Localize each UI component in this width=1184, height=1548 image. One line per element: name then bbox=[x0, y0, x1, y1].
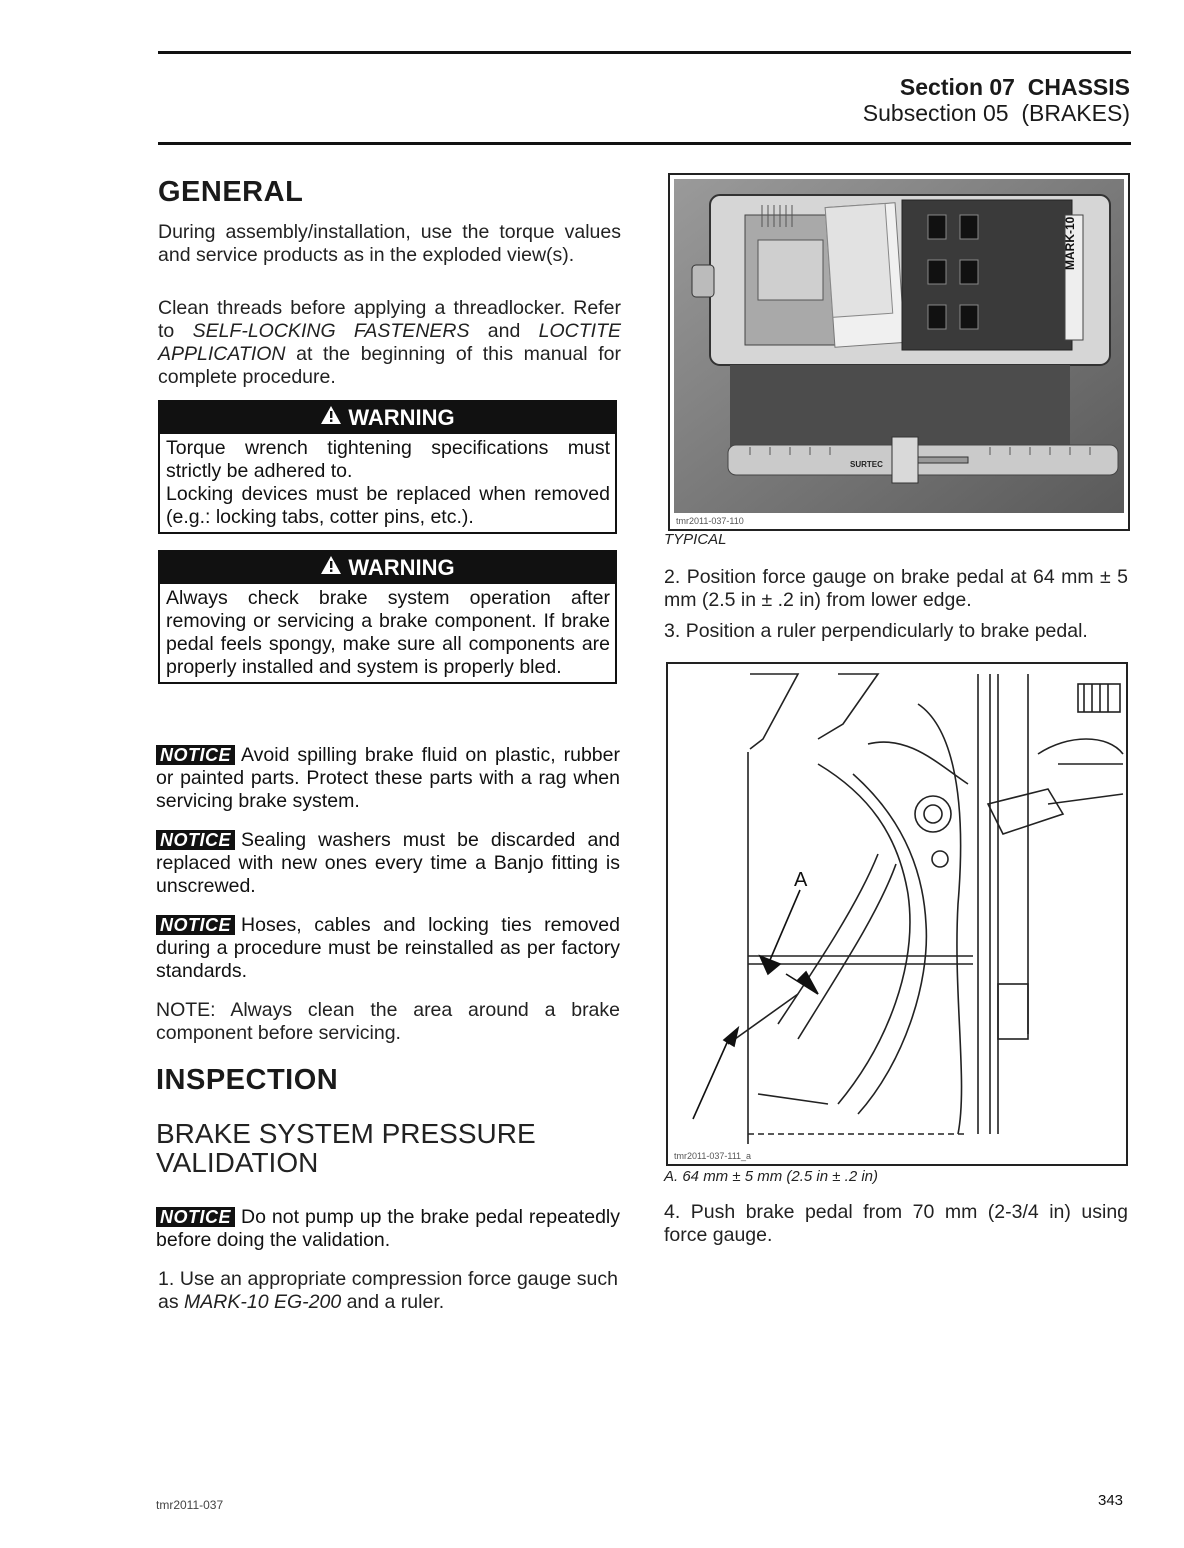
warning-box-brake-operation bbox=[158, 550, 617, 684]
notice-tag: NOTICE bbox=[156, 745, 235, 765]
subsection-heading: Subsection 05 (BRAKES) bbox=[862, 100, 1130, 126]
figure-reference: tmr2011-037-111_a bbox=[674, 1151, 752, 1161]
figure-force-gauge-photo bbox=[668, 173, 1130, 531]
warning-text-2: Locking devices must be replaced when removed (e.g.: locking tabs, cotter pins, etc.). bbox=[166, 483, 610, 528]
figure-reference: tmr2011-037-110 bbox=[676, 516, 744, 526]
notice-tag: NOTICE bbox=[156, 1207, 235, 1227]
header-top-rule bbox=[158, 51, 1131, 54]
notice-tag: NOTICE bbox=[156, 830, 235, 850]
step-3: 3. Position a ruler perpendicularly to brake pedal. bbox=[664, 620, 1088, 642]
step-2: 2. Position force gauge on brake pedal at 64 mm ± 5 mm (2.5 in ± .2 in) from lower edge. bbox=[664, 566, 1128, 611]
page-number: 343 bbox=[1098, 1492, 1124, 1509]
general-paragraph-1: During assembly/installation, use the torque values and service products as in the exploded view(s). bbox=[158, 221, 621, 266]
force-gauge-photo-illustration bbox=[670, 175, 1128, 529]
notice-tag: NOTICE bbox=[156, 915, 235, 935]
general-heading: GENERAL bbox=[158, 176, 304, 208]
figure1-caption: TYPICAL bbox=[664, 531, 727, 548]
inspection-heading: INSPECTION bbox=[156, 1064, 339, 1096]
notice-brake-fluid: NOTICE Avoid spilling brake fluid on plastic, rubber or painted parts. Protect these parts with a rag when servicing brake system. bbox=[156, 744, 620, 812]
figure2-legend: A. 64 mm ± 5 mm (2.5 in ± .2 in) bbox=[664, 1168, 879, 1185]
footer-document-code: tmr2011-037 bbox=[156, 1498, 224, 1512]
warning-header: WARNING bbox=[160, 552, 615, 584]
warning-header: WARNING bbox=[160, 402, 615, 434]
figure-brake-pedal-drawing bbox=[666, 662, 1128, 1166]
notice-sealing-washers: NOTICE Sealing washers must be discarded and replaced with new ones every time a Banjo fitting is unscrewed. bbox=[156, 829, 620, 897]
step-4: 4. Push brake pedal from 70 mm (2-3/4 in) using force gauge. bbox=[664, 1201, 1129, 1246]
ruler-brand-label: SURTEC bbox=[850, 460, 883, 469]
header-bottom-rule bbox=[158, 142, 1131, 145]
warning-text: Always check brake system operation after removing or servicing a brake component. If brake pedal feels spongy, make sure all components are properly installed and system is properly bled. bbox=[166, 587, 610, 678]
brake-pedal-line-drawing bbox=[668, 664, 1126, 1164]
note-paragraph: NOTE: Always clean the area around a brake component before servicing. bbox=[156, 999, 620, 1044]
step-1: 1. Use an appropriate compression force gauge such as MARK-10 EG-200 and a ruler. bbox=[158, 1268, 619, 1313]
notice-pump-pedal: NOTICE Do not pump up the brake pedal repeatedly before doing the validation. bbox=[156, 1206, 620, 1251]
warning-triangle-icon bbox=[320, 552, 342, 584]
notice-hoses-cables: NOTICE Hoses, cables and locking ties removed during a procedure must be reinstalled as per factory standards. bbox=[156, 914, 620, 982]
device-brand-label: MARK-10 bbox=[1063, 216, 1077, 270]
warning-text-1: Torque wrench tightening specifications must strictly be adhered to. bbox=[166, 437, 610, 482]
general-paragraph-2: Clean threads before applying a threadlocker. Refer to SELF-LOCKING FASTENERS and LOCTITE APPLICATION at the beginning of this manual for complete procedure. bbox=[158, 297, 621, 388]
brake-pressure-subheading: BRAKE SYSTEM PRESSURE VALIDATION bbox=[156, 1118, 536, 1178]
label-a: A bbox=[794, 869, 808, 891]
section-heading: Section 07 CHASSIS bbox=[899, 74, 1130, 100]
warning-triangle-icon bbox=[320, 402, 342, 434]
warning-box-torque bbox=[158, 400, 617, 534]
